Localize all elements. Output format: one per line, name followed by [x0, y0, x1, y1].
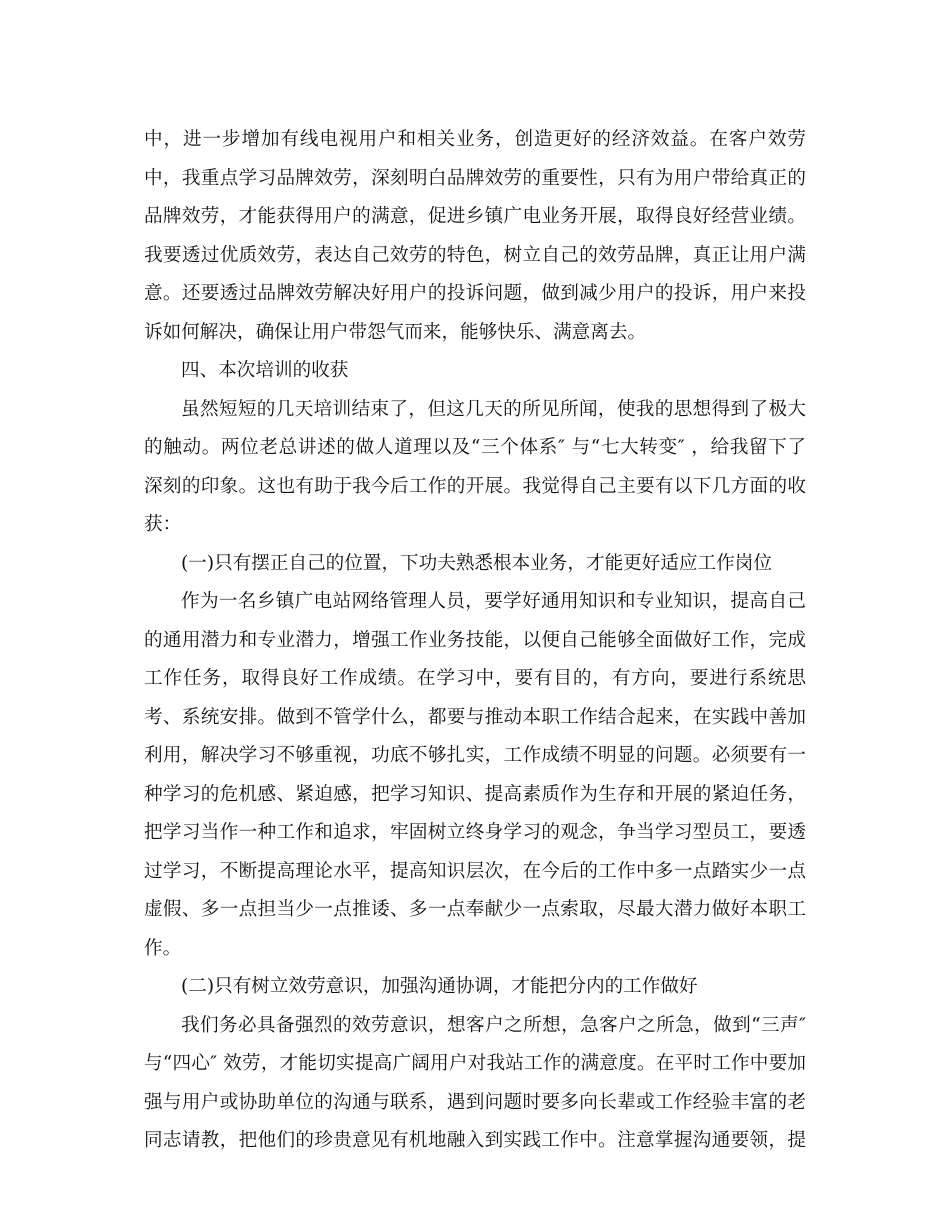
text-line: 把学习当作一种工作和追求，牢固树立终身学习的观念，争当学习型员工，要透 — [144, 822, 806, 843]
body-text — [144, 121, 806, 1161]
text-line: 作为一名乡镇广电站网络管理人员，要学好通用知识和专业知识，提高自己 — [181, 591, 806, 612]
text-line: 强与用户或协助单位的沟通与联系，遇到问题时要多向长辈或工作经验丰富的老 — [144, 1091, 806, 1113]
text-line: (一)只有摆正自己的位置，下功夫熟悉根本业务，才能更好适应工作岗位 — [181, 552, 772, 574]
text-line: 我要透过优质效劳，表达自己效劳的特色，树立自己的效劳品牌，真正让用户满 — [144, 244, 806, 266]
text-line: 的通用潜力和专业潜力，增强工作业务技能，以便自己能够全面做好工作，完成 — [144, 629, 806, 651]
text-line: 深刻的印象。这也有助于我今后工作的开展。我觉得自己主要有以下几方面的收 — [144, 475, 806, 497]
text-line: 的触动。两位老总讲述的做人道理以及“三个体系″ 与“七大转变″ ，给我留下了 — [144, 437, 806, 458]
text-line: 虚假、多一点担当少一点推诿、多一点奉献少一点索取，尽最大潜力做好本职工 — [144, 899, 806, 920]
text-line: 同志请教，把他们的珍贵意见有机地融入到实践工作中。注意掌握沟通要领，提 — [144, 1130, 806, 1151]
text-line: 过学习，不断提高理论水平，提高知识层次，在今后的工作中多一点踏实少一点 — [144, 860, 806, 882]
text-line: 四、本次培训的收获 — [181, 360, 349, 381]
text-line: 种学习的危机感、紧迫感，把学习知识、提高素质作为生存和开展的紧迫任务， — [144, 783, 806, 805]
text-line: 利用，解决学习不够重视，功底不够扎实，工作成绩不明显的问题。必须要有一 — [144, 745, 806, 766]
text-line: 品牌效劳，才能获得用户的满意，促进乡镇广电业务开展，取得良好经营业绩。 — [144, 206, 806, 227]
text-line: 工作任务，取得良好工作成绩。在学习中，要有目的，有方向，要进行系统思 — [144, 668, 806, 689]
text-line: 作。 — [144, 937, 182, 959]
text-line: 中，进一步增加有线电视用户和相关业务，创造更好的经济效益。在客户效劳 — [144, 129, 806, 150]
text-line: 中，我重点学习品牌效劳，深刻明白品牌效劳的重要性，只有为用户带给真正的 — [144, 167, 806, 189]
text-line: 我们务必具备强烈的效劳意识，想客户之所想，急客户之所急，做到“三声″ — [181, 1014, 806, 1036]
text-line: 虽然短短的几天培训结束了，但这几天的所见所闻，使我的思想得到了极大 — [181, 398, 806, 420]
text-line: 考、系统安排。做到不管学什么，都要与推动本职工作结合起来，在实践中善加 — [144, 706, 806, 728]
text-line: 与“四心″ 效劳，才能切实提高广阔用户对我站工作的满意度。在平时工作中要加 — [144, 1053, 806, 1074]
text-line: 获： — [144, 514, 182, 535]
text-line: 意。还要透过品牌效劳解决好用户的投诉问题，做到减少用户的投诉，用户来投 — [144, 283, 806, 304]
text-line: 诉如何解决，确保让用户带怨气而来，能够快乐、满意离去。 — [144, 321, 647, 343]
text-line: (二)只有树立效劳意识，加强沟通协调，才能把分内的工作做好 — [181, 976, 698, 997]
